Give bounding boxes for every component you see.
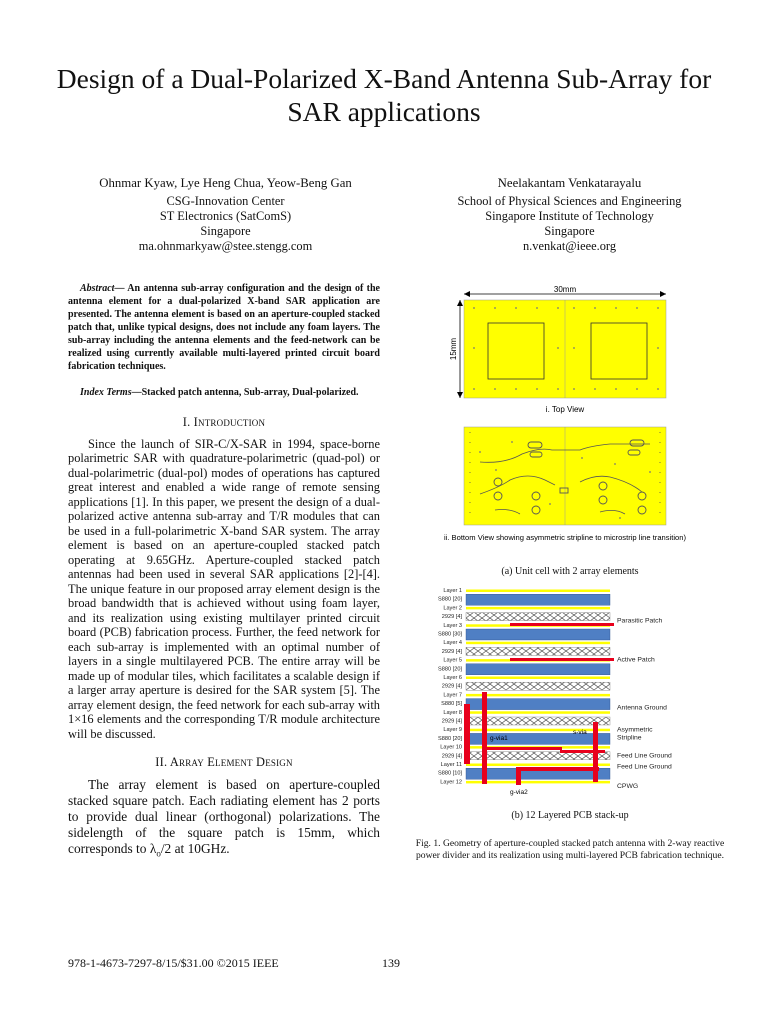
layer-label: Layer 9: [443, 727, 462, 734]
layer-label: Layer 5: [443, 657, 462, 664]
layer-labels: [438, 588, 462, 785]
affiliation-line: Singapore Institute of Technology: [485, 209, 654, 223]
array-element-text: The array element is based on aperture-coupled stacked square patch. Each radiating element has 2 ports to provide dual linear (orthogonal) polarizations. The sidelength of the square patch is 15mm, which corresponds to $\lambda_o/2$ at 10GHz.: [68, 776, 380, 859]
copper-layer: [466, 781, 610, 784]
layer-label: 2929 [4]: [441, 718, 462, 725]
height-label: 15mm: [449, 337, 458, 361]
affiliation-line: CSG-Innovation Center: [166, 194, 285, 208]
subfigure-a-caption: (a) Unit cell with 2 array elements: [501, 566, 639, 577]
layer-label: Layer 10: [440, 744, 462, 751]
index-terms-label: Index Terms: [80, 387, 132, 398]
paper-title: Design of a Dual-Polarized X-Band Antenna Sub-Array for SAR applications: [56, 63, 712, 127]
layer-annotation: Feed Line Ground: [617, 763, 672, 771]
layer-annotation: Parasitic Patch: [617, 617, 663, 625]
top-view-caption: i. Top View: [545, 405, 585, 414]
bond-ply-layer: [466, 717, 610, 725]
via-g1: [482, 692, 487, 784]
layer-label: Layer 11: [440, 762, 462, 768]
affiliation-line: Singapore: [544, 224, 595, 238]
bottom-view-caption: [444, 533, 687, 542]
bond-ply-layer: [466, 647, 610, 655]
layer-label: Layer 4: [443, 640, 462, 647]
figure-caption: Fig. 1. Geometry of aperture-coupled stacked patch antenna with 2-way reactive power divider and its realization using multi-layered PCB fabrication technique.: [415, 838, 725, 861]
bond-ply-layer: [466, 682, 610, 690]
layer-label: Layer 7: [443, 692, 462, 699]
top-view: [449, 285, 666, 414]
width-label: 30mm: [553, 285, 577, 294]
index-terms: Index Terms—Stacked patch antenna, Sub-array, Dual-polarized.: [80, 387, 359, 398]
footer-isbn: 978-1-4673-7297-8/15/$31.00 ©2015 IEEE: [68, 956, 279, 970]
page-number: 139: [382, 956, 400, 970]
left-column: [68, 282, 380, 861]
layer-label: Layer 2: [443, 605, 462, 612]
copper-layer: [466, 711, 610, 714]
layer-annotation: Asymmetric Stripline: [617, 726, 653, 742]
layer-annotations: [617, 617, 672, 789]
copper-layer: [466, 729, 610, 732]
copper-layer: [466, 642, 610, 645]
abstract: Abstract— An antenna sub-array configuration and the design of the antenna element for a dual-polarized X-band SAR application are presented. The antenna element is based on an aperture-coupled stacked patch that, unlike typical designs, does not include any foam layers. The sub-array including the antenna elements and the feed-network can be realized using currently available multi-layered printed circuit board fabrication techniques.: [68, 283, 380, 372]
subfigure-b-caption: (b) 12 Layered PCB stack-up: [511, 810, 629, 821]
abstract-text: An antenna sub-array configuration and the design of the antenna element for a dual-polarized X-band SAR application are presented. The antenna element is based on an aperture-coupled stacked patch that, unlike typical designs, does not include any foam layers. The sub-array including the antenna elements and the feed-network can be realized using currently available multi-layered printed circuit board fabrication techniques.: [68, 283, 380, 372]
section-heading-array-element: II. Array Element Design: [155, 755, 293, 769]
layer-label: 2929 [4]: [441, 683, 462, 690]
layer-label: 2929 [4]: [441, 753, 462, 760]
author-names: Ohnmar Kyaw, Lye Heng Chua, Yeow-Beng Gan: [99, 176, 352, 190]
author-block-2: [412, 176, 727, 254]
author-names: Neelakantam Venkatarayalu: [497, 176, 642, 190]
bond-ply-layer: [466, 613, 610, 621]
layer-annotation: Antenna Ground: [617, 704, 667, 712]
substrate-layer: [466, 629, 610, 640]
figure-1: [410, 282, 730, 882]
layer-annotation: CPWG: [617, 782, 639, 790]
substrate-layer: [466, 664, 610, 675]
copper-layer: [466, 590, 610, 593]
section-heading-introduction: I. Introduction: [182, 415, 266, 429]
layer-label: 2929 [4]: [441, 648, 462, 655]
copper-layer: [466, 607, 610, 610]
layer-label: Layer 6: [443, 675, 462, 681]
layer-label: Layer 12: [440, 779, 462, 786]
affiliation-line: School of Physical Sciences and Engineering: [457, 194, 682, 208]
layer-annotation: Feed Line Ground: [617, 752, 672, 760]
substrate-layer: [466, 594, 610, 605]
substrate-layer: [466, 733, 610, 744]
layer-label: S880 [5]: [441, 701, 462, 708]
layer-label: Layer 8: [443, 709, 462, 716]
author-block-1: [68, 176, 383, 254]
abstract-label: Abstract: [80, 283, 115, 294]
via-label-s: s-via: [573, 729, 587, 736]
copper-layer: [466, 694, 610, 697]
affiliation-line: ST Electronics (SatComS): [159, 209, 292, 223]
bottom-view: [444, 427, 687, 542]
author-email: n.venkat@ieee.org: [522, 239, 617, 253]
pcb-stackup: [410, 582, 730, 802]
layer-label: S880 [20]: [438, 596, 462, 603]
layer-label: Layer 1: [443, 588, 462, 594]
layer-label: S880 [30]: [438, 631, 462, 638]
affiliation-line: Singapore: [200, 224, 251, 238]
author-email: ma.ohnmarkyaw@stee.stengg.com: [138, 239, 313, 253]
layer-label: 2929 [4]: [441, 614, 462, 621]
via-label-g1: g-via1: [490, 735, 508, 742]
active-patch-line: [510, 658, 614, 661]
substrate-layer: [466, 699, 610, 710]
layer-label: S880 [10]: [438, 770, 462, 777]
layer-label: S880 [20]: [438, 666, 462, 673]
layer-label: Layer 3: [443, 622, 462, 629]
copper-layer: [466, 764, 610, 767]
copper-layer: [466, 677, 610, 680]
index-terms-text: Stacked patch antenna, Sub-array, Dual-polarized.: [141, 387, 359, 398]
layer-label: S880 [20]: [438, 735, 462, 742]
layer-bars: [466, 590, 610, 784]
parasitic-patch-line: [510, 623, 614, 626]
introduction-text: Since the launch of SIR-C/X-SAR in 1994, space-borne polarimetric SAR with quadrature-polarimetric (quad-pol) or dual-polarimetric (dual-pol) modes of operations has captured great interest and enabled a wide range of remote sensing applications [1]. In this paper, we present the design of a dual-polarized active antenna sub-array and T/R modules that can be used in a full-polarimetric X-band SAR system. The array element is based on an aperture-coupled stacked patch operating at 9.65GHz. Aperture-coupled stacked patch antennas had been used in several SAR applications [2]-[4]. The unique feature in our proposed array element design is the broad bandwidth that is achieved without using foam layer, and its realization using existing multilayer printed circuit board (PCB) fabrication process. Further, the feed network for each sub-array is implemented with an optimal number of layers in a single multilayered PCB. The entire array will be made up of modular tiles, which facilitates a scalable design if a larger array aperture is desired for the SAR system [5]. The array element design, the feed network for each sub-array with 1×16 elements and the corresponding T/R module architecture will be discussed.: [68, 436, 380, 741]
bottom-view-caption-text: ii. Bottom View showing asymmetric stripline to microstrip line transition): [443, 533, 687, 542]
layer-annotation: Active Patch: [617, 656, 655, 664]
via-label-g2: g-via2: [510, 789, 528, 796]
